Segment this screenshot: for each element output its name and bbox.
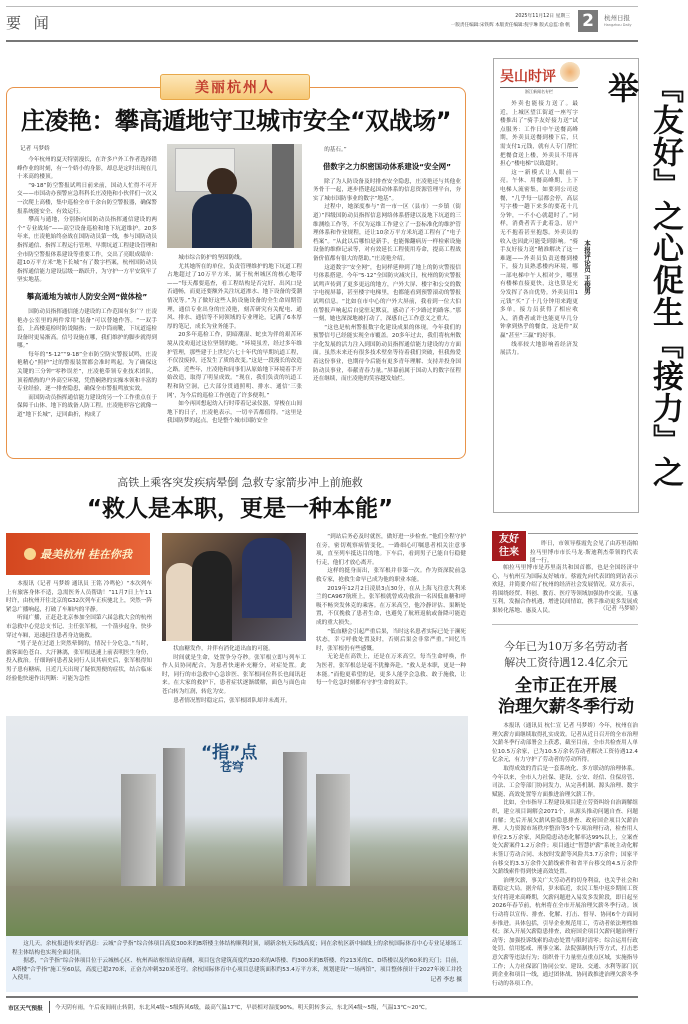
weather-forecast: 今天阴有雨，午后夜间雨止转阴，东北风4级~5级阵风6级，最高气温17℃，早晨相对湿度90%。明天阴转多云，东北风4级~5级，气温13℃~20℃。	[55, 1005, 431, 1011]
paragraph: 而国防动员指挥通信能力建设的另一个工作重点在于保障千山体、地下的战备人防工程。庄凌艳形容它就像一道“地下长城”，迂回曲折，构成了	[17, 394, 157, 419]
paragraph: 这一新模式让人眼前一亮。午休、用餐高峰期，上下电梯人流密集，如要到公司送餐，“几乎每一层都会停，高层写字楼一趟下来多的要花十几分钟，一不小心就超时了。”同样，消费者苦于此着急，居户无不抱着甚至抱怨。外卖员的收入也因此可能受到影响。“骑手友好接力送”精准解决了这一难题——外卖员负责送餐到楼下，接力员熟悉楼内环境，哪一部电梯中午人相对少，哪里有楼梯直接更快，这也算是充分发挥了各自优势。外卖员用1元钱“买”了十几分钟用来跑更多单，接力员获得了相应收入，消费者或许也能更早几分钟拿到热乎的餐食，这是件“双赢”甚至“三赢”的好事。	[500, 169, 578, 340]
rescue-column-2	[162, 645, 306, 710]
friendly-credit: （记者 马梦娇）	[600, 606, 641, 612]
paragraph-list	[17, 156, 157, 285]
byline: 记者 马梦娇	[20, 146, 50, 152]
feature-headline: 庄凌艳：攀高遁地守卫城市安全“双战场”	[20, 107, 452, 135]
paragraph: 2019年12月2日凌晨3点30分，在从上海飞往意大利米兰的CA967航班上，张军根就曾成功救治一名因低血糖和呼吸不畅突发休克的乘客。在万米高空，他冷静评估、果断处置，不仅挽救了患者生命，也避免了航班返航或备降可能造成的重大损失。	[316, 585, 466, 626]
footer-rule	[6, 996, 638, 998]
campaign-banner	[6, 533, 150, 575]
mascot-icon	[24, 548, 36, 560]
friendly-rule	[528, 533, 638, 534]
feature-column-2	[167, 254, 302, 454]
photo-overlay-title-2: 苍穹	[220, 760, 245, 774]
paragraph: 听闻广播，正赶赴北京参加全国第六届急救大会的杭州市急救中心党总支书记、主任张军根，一个箭步起身，快步穿过车厢，迅速赶往患者身边施救。	[6, 615, 152, 639]
friendly-label-line-1: 友好	[499, 534, 519, 545]
wage-subtitle-2: 解决工资待遇12.4亿余元	[504, 656, 628, 669]
ground-area	[6, 886, 468, 936]
paragraph: 城市综合防护的坚固防线。	[178, 255, 246, 261]
issue-date: 2025年11月12日 星期三	[515, 14, 570, 19]
wage-headline-2: 治理欠薪冬季行动	[498, 697, 634, 717]
friendly-label	[492, 531, 526, 561]
paragraph-list	[492, 722, 638, 988]
paragraph: 患者情况暂时稳定后，张军根团队却并未离开。	[173, 697, 291, 704]
paragraph: 外卖也能接力送了。最近，上城区望江街道一座写字楼推出了“骑手友好接力送”试点服务：工作日中午送餐高峰期，外卖员送餐到楼下后，只需支付1元钱，就有人专门帮忙把餐食送上楼，外卖员不用再担心“楼电梯”以致超时。	[500, 101, 578, 168]
rescue-column-1	[6, 580, 152, 710]
paragraph: 这道数字“安全网”，也同样延伸到了地上的防灾警报信号体系搭建。今年“5·12”全国防灾减灾日，杭州的防灾警报试鸣声传到了更多更远的地方，户外大屏、楼宇和公交的数字电视屏幕，甚至楼宇电梯里，也都能看到预警滚动的警报试鸣信息。“比如在市中心的户外大屏前，我看到一位大伯在警报声响起后自觉驻足默哀，感动了不少路过的路客。”那一刻，她也深深地被打动了，深感自己工作意义之重大。	[313, 264, 461, 323]
paragraph: 攀高与遁地，分别指向国防动员指挥通信建设的两个“专业战场”——高空设备巡检和地下坑道维护。20多年来，庄凌艳始终奋战在国防动员第一线，参与国防动员指挥通信、指挥工程运行管理、早期坑道工程建设管理和全市防空警报体系建设等重要工作，交出了亮眼成绩单：超10万平方米“地下长城”有了数字档案，杭州国防动员指挥通信能力建设层级一路跃升，为守护一方平安筑牢了坚实地基。	[17, 217, 157, 284]
paragraph: 线率较大地影响着经济发展活力。	[500, 341, 578, 357]
paragraph: 20多年巡检工作，阴暗潮湿、蛇虫为伴的艰苦环境从没劝退过这位坚韧的她。“环境虽差，经过多年维护管理，那些建于上世纪六七十年代的早期坑道工程，不仅没废掉，还发生了质的改变。”这是一段漫长的改造之路。近些年，庄凌艳和同事们从原始地下环境着手开始改造，取得了明显成效。“现在，我们负责的坑道工程和防空洞，已大部分贯通照明、排水、通信‘三张网’，为今后的巡检工作创造了许多便利。”	[167, 332, 302, 399]
paragraph: 时间就是生命，处置争分夺秒。张军根立即与列车工作人员协同配合，为患者快速补充糖分，对症处置。此时，同行的市急救中心急诊医、张军根同位科长也闻讯赶来。在大家的救护下，患者症状逐渐缓解，面色与面色由苍白转为红润，转危为安。	[162, 654, 306, 695]
paragraph: “低血糖会引起严重后果，当时这名患者实际已处于濒死状态，幸亏呼救处置及时，否则后果会非常严重。”回忆当时，张军根仍有些感慨。	[316, 628, 466, 652]
paragraph: 过程中，她深度参与“省一市一区（县市）一乡镇（街道）”四级国防动员指挥信息网络体系搭建以及地下坑道的三维测绘工作等，不仅为运维工作建立了一套标准化的维护管理体系和作业规程，还让10余万平方米坑道工程有了“电子档案”。“从此以后哪怕是新手，也能像翻病历一样检索设施设备的维修记录等，对有效延长工程使用寿命，提高工程战备价值都有很大的帮助。”庄凌艳介绍。	[313, 204, 461, 262]
paragraph: 今年杭州的夏天特别漫长，在许多户外工作者选择错峰作业的时刻，有一个娇小的身影，却总是定时出现在几十米高的楼顶。	[17, 157, 157, 181]
paragraph: “男子是在过道上突然晕倒的，情况十分危急。”当时，旅客面色苍白、大汗淋漓，张军根迅速上前表明医生身份，投入救治。仔细询问患者及同行人员其病史后，张军根得知男子患有糖病，且近几天出现了疑似黑便的症状，结合临床经验他快速作出判断：可能为急性	[6, 641, 152, 682]
paragraph: 治理欠薪，事关广大劳动者的切身利益，也关乎社会和谐稳定大局。据介绍，岁末临近，农民工集中返乡期间工资支付将迎来高峰期，欠薪问题进入易发多发阶段，即日起至2026年春节前，杭州将在全市开展治理欠薪冬季行动。该行动将以宣传、排查、化解、打击、督导、协同6个方面同步推进。具体包括，引导企业规范用工，劳动者依法理性维权；深入开展欠薪隐患排查，政府国企项目欠薪问题治理行动等；加强投诉线索的动态处置与限时清零；综合运用行政处罚、信用惩戒、刑事立案、法院强制执行等方式，打击恶意欠薪等违法行为；组织骨干力量驻点重点区域，实施指导工作；人力社保部门协同公安、建设、交通、水利等部门沉到企业和项目一线，通过团体战、协同战推进治理欠薪冬季行动的各项工作。	[492, 877, 638, 987]
paper-logo: 杭州日报	[604, 14, 630, 22]
editors-line: 一版责任编辑:宋铁辉 本版责任编辑:倪宇琳 版式总监:俞 帆	[450, 23, 570, 28]
pagoda-icon	[560, 62, 580, 82]
wage-headline-1: 全市正在开展	[515, 676, 617, 696]
rescue-photo	[162, 533, 306, 641]
page-number: 2	[578, 10, 598, 32]
rescue-column-3	[316, 533, 466, 710]
paragraph-list	[17, 308, 157, 420]
rescue-headline: “救人是本职，更是一种本能”	[86, 496, 394, 522]
paragraph: “这也是杭州警报数字化建设成果的体现。今年我们的预警信号已经能实现全市覆盖。20多年过去，我们将杭州数字化发展的活力注入到国防动员指挥通信能力建设的方方面面。虽然未来还有很多技术壁垒等待着我们突破，但我热爱着这份事业，也期待今后能有更多青年理解、支持并投身国防动员事业，奉献青春力量。”屏幕前属于国动人的数字征程还在继续，而庄凌艳的笑容越发灿烂。	[313, 324, 461, 383]
paragraph: “9·18”防空警报试鸣日前来前，国动人忙得不可开交——市国动办预警应急科科长庄凌艳和小伙伴们一次又一次爬上高楼，集中巡检全市千余台防空警报器，确保警报系统能安全、有效运行。	[17, 182, 157, 215]
photo-caption	[6, 936, 468, 992]
skyline-photo	[6, 716, 468, 936]
paragraph: 比如，全市指导工程建设项目建立劳资纠纷自治调解组织，建立项目调解会2071个，从源头推动问题自查、问题自解；先后开展欠薪风险隐患排查、政府国企项目欠薪治理、人力资源市场秩序整治等5个专项治理行动，检查用人单位2.5万余家，风险隐患动态化解率达99%以上，立案查处欠薪案件1.2万余件；项目通过“智慧护薪”系统主动化解未签订劳动合同、未按时发薪等风险共3.7万余件；国家平台移交的3.3万余件欠薪线索件和省平台移交的4.5万余件欠薪线索件得到快速高效处置。	[492, 800, 638, 876]
paragraph: 本报讯（通讯员 杭仁宣 记者 马梦娇）今年，杭州在治理欠薪方面继续取得扎实成效。记者从近日召开的全市治理欠薪冬季行动部署会上获悉，截至目前，全市共检查用人单位10.5万余家，已为10.5万余名劳动者解决工资待遇12.4亿余元，有力守护了劳动者的劳动所得。	[492, 723, 638, 764]
wage-subtitle-1: 今年已为10万多名劳动者	[504, 640, 628, 653]
divider	[492, 624, 638, 625]
paragraph-list	[316, 533, 466, 688]
paragraph: 国防动员指挥通信能力建设的工作范围有多广？庄凌艳办公室里的两件常用“装备”可以替她作答。“一双手套，上高楼巡检时防烫隔热；一双中筒雨靴，下坑道巡检设备时更易渐高。信号设施在哪，我们维护的脚步就得到哪。”	[17, 308, 157, 350]
feature-column-3	[313, 146, 461, 456]
top-rule	[6, 6, 638, 7]
commentary-title: 『友好』之心促生『接力』之举	[602, 72, 683, 488]
paragraph: 这几天，余杭报道传来好消息：云城“合乎指”综合体项目高度300米的B塔楼主体结构顺利封顶，刷新余杭天际线高度；同在余杭区新中轴线上的余杭国际体育中心专业足球场工程主体结构也实现全面封顶。	[12, 941, 462, 956]
subheading: 借数字之力织密国动体系建设“安全网”	[323, 161, 451, 171]
paragraph-list	[313, 178, 461, 384]
photo-person-body	[192, 194, 252, 248]
paragraph-list	[500, 100, 578, 358]
weather-label: 市区天气预报	[8, 1006, 43, 1012]
feature-photo	[167, 144, 302, 248]
photo-doctor	[242, 538, 292, 618]
commentary-author: 本报评论员 王俊男	[583, 240, 591, 295]
header-rule	[6, 40, 638, 42]
paragraph-list	[313, 146, 461, 155]
paragraph: 据悉，“合乎指”综合体项目位于云城核心区、杭州西站枢纽站房南侧，项目包含建筑高度约320米的A塔楼、约300米的B塔楼、约213米的C、D塔楼以及约60米的天门；目前，A塔楼“合乎指”施工至60层，高度已超270米，正奋力冲刺320米苍穹。余杭国际体育中心项目总建筑面积约53.4万平方米，规划建设“一场两馆”，项目整体预计于2027年竣工并投入使用。	[12, 958, 462, 982]
paragraph: 除了为人防设备及时排查安全隐患，庄凌艳还与其他业务骨干一起，逐步搭建起国动体系的信息资源管理平台，夯实了城市国防事业的数字“地基”。	[313, 178, 461, 202]
paragraph: 状血糖发作，并伴有消化道出血的可能。	[173, 646, 274, 652]
paragraph: 每年的“5·12”“9·18”全市防空防灾警报试鸣，庄凌艳精心“照护”过的警报装置都会准时鸣起。为了确保这关键的三分钟“零秒误差”，庄凌艳带领专业技术团队，顶着酷热的户外高空环境，凭借娴熟的实操本领和丰富的专业经验，逐一排查隐患，确保全市警报鸣放实效。	[17, 351, 157, 393]
friendly-body-lead	[530, 540, 638, 565]
commentary-column-name: 吴山时评	[500, 69, 556, 85]
photo-credit: 记者 李忠 摄	[430, 976, 462, 983]
friendly-label-line-2: 往来	[499, 547, 519, 558]
rescue-subtitle: 高铁上乘客突发疾病晕倒 急救专家箭步冲上前施救	[117, 476, 363, 489]
photo-overlay-title: “指”点	[201, 743, 258, 763]
paragraph: 的基石。”	[324, 147, 347, 153]
campaign-banner-text: 最美杭州 桂在你我	[40, 548, 132, 561]
paragraph: 这样的挺身而出，张军根并非第一次。作为资深院前急救专家，抢救生命早已成为他的职业本能。	[316, 568, 466, 583]
section-title: 要 闻	[6, 14, 53, 32]
subheading: 攀高遁地为城市人防安全网“做体检”	[26, 291, 148, 301]
weather-divider	[49, 1001, 50, 1013]
paragraph: 取得成效的背后是一套系统化、多方联动的治理体系。今年以来，全市人力社保、建设、公安、经信、住保房管、司法、工会等部门协同发力，从完善机制、源头治理、数字赋能、高效处置等方面推进治理欠薪工作。	[492, 765, 638, 798]
photo-door	[272, 144, 294, 248]
paragraph: 无论是在高铁上，还是在万米高空，每当生命呼唤，作为医者，张军根总是毫不犹豫奔赴。“救人是本职，更是一种本能。”而他更希望的是，更多人能学会急救、敢于施救，让每一个危急时刻都有守护生命的双手。	[316, 654, 466, 687]
paragraph: 本报讯（记者 马梦娇 通讯员 王铭 冷鸣伦）“本次列车上有旅客身体不适，急需医务人员帮助！”11月7日上午11时许，由杭州开往北京的G32次列车正疾驰北上，突然一阵紧急广播响起，打破了车厢内的平静。	[6, 581, 152, 613]
paragraph: “到站后务必及时就医，做好进一步检查。”他们全程守护在旁，密切观察病情变化，一路细心叮嘱患者相关注意事项，直至列车抵达目的地。下车后，看到男子已能自行稳健行走，他们才放心离开。	[316, 534, 466, 566]
paragraph: 昨日，市领导蔡霞先会见了由苏里南帕拉马里博市市长马龙·斯迪利杰带领的代表团一行。	[530, 541, 638, 565]
paragraph: 如今再回想起幼入行时带着记录仪器，穿梭在山间地下的日子，庄凌艳表示，一切辛苦都值得。“这里是我国防梦的起点，也是整个城市国防安全	[167, 401, 302, 425]
paragraph-list	[167, 254, 302, 426]
paragraph-list	[162, 645, 306, 705]
commentary-column-sub: 浙江新闻名专栏	[500, 87, 578, 95]
column-kicker: 美丽杭州人	[160, 74, 310, 100]
feature-column-1	[17, 156, 157, 456]
paragraph-list	[6, 580, 152, 683]
paragraph: 帕拉马里博市是苏里南共和国首都，也是全国经济中心，与杭州互为国际友好城市。蔡霞先向代表团的到访表示欢迎，并简要介绍了杭州的经济社会发展情况。双方表示，将围绕经贸、科创、教育、医疗等领域加强协作交流，互惠互利，发掘合作机遇，增进民间情谊，携手推动更多发展成果转化落地、惠及人民。	[492, 565, 638, 614]
paper-logo-en: Hangzhou Daily	[604, 23, 632, 27]
paragraph: 尤其她所在的单位，负责管理维护的地下坑道工程占地超过了10万平方米，属于杭州城区的核心地带——“每天都要巡查，看工程结构是否完好、出风口是否通畅，而更还要额外关注坑道渗水、地下设备的受潮情况等。”为了做好这些人防设施设备的全生命周期管理，通信专业出身的庄凌艳，刻苦研究有关配电、通风、排水、通信等不同领域的专业理论，记满了6本厚厚的笔记，成长为业务能手。	[167, 263, 302, 330]
wage-body	[492, 722, 638, 992]
photo-patient	[192, 551, 232, 641]
commentary-body	[500, 100, 578, 508]
